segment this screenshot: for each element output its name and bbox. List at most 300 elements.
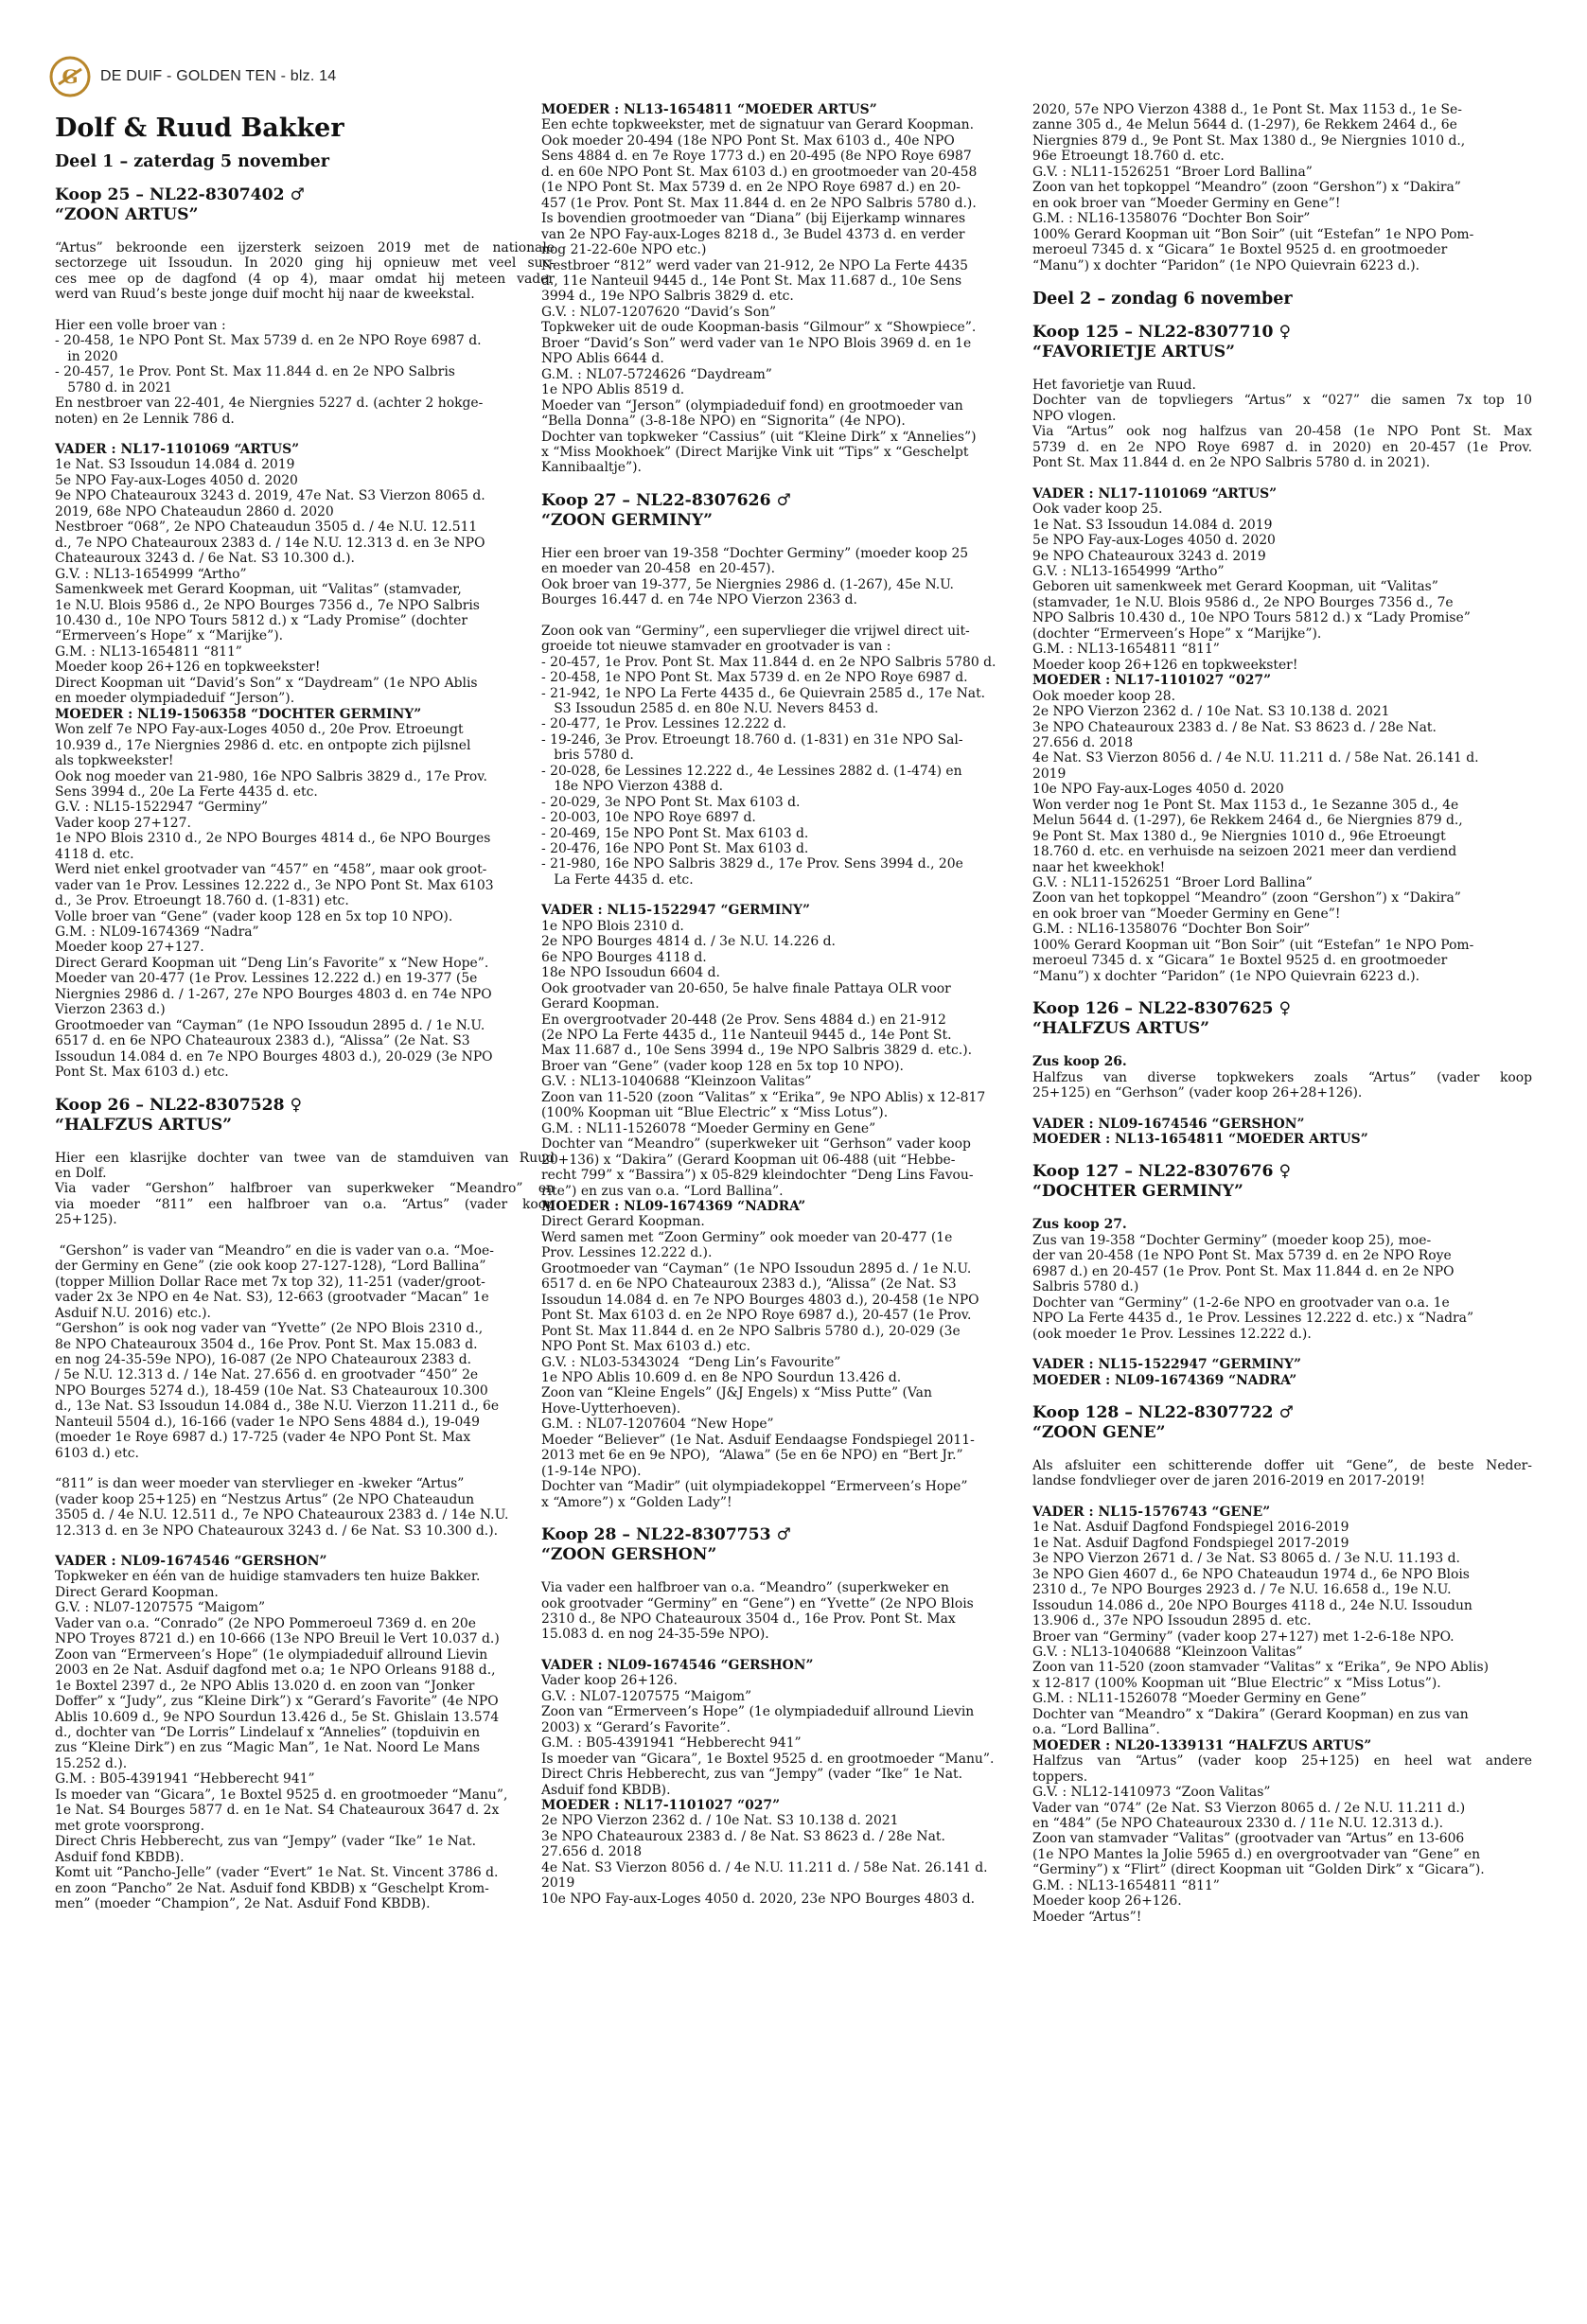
text-line: Moeder van 20-477 (1e Prov. Lessines 12.222 d.) en 19-377 (5e — [55, 971, 478, 987]
text-line: Ablis 10.609 d., 9e NPO Sourdun 13.426 d., 5e St. Ghislain 13.574 — [55, 1709, 500, 1725]
text-line: 9e NPO Chateauroux 3243 d. 2019 — [1032, 548, 1266, 564]
text-line: (1e NPO Pont St. Max 5739 d. en 2e NPO Roye 6987 d.) en 20- — [541, 180, 961, 196]
text-line: - 20-469, 15e NPO Pont St. Max 6103 d. — [541, 825, 809, 841]
text-line: Hier een klasrijke dochter van twee van de stamduiven van Ruud — [55, 1150, 555, 1166]
text-line: Melun 5644 d. (1-297), 6e Rekkem 2464 d., 6e Niergnies 879 d., — [1032, 813, 1463, 829]
text-line: vader 2x 3e NPO en 4e Nat. S3), 12-663 (grootvader “Macan” 1e — [55, 1290, 489, 1306]
text-line: werd van Ruud’s beste jonge duif mocht hij naar de kweekstal. — [55, 287, 475, 303]
text-line: Sens 4884 d. en 7e Roye 1773 d.) en 20-495 (8e NPO Roye 6987 — [541, 149, 972, 165]
text-line: d. en 60e NPO Pont St. Max 6103 d.) en grootmoeder van 20-458 — [541, 164, 978, 180]
text-line: nog 21-22-60e NPO etc.) — [541, 242, 707, 258]
text-line: “Bella Donna” (3-8-18e NPO) en “Signorita” (4e NPO). — [541, 414, 906, 430]
text-line: 20+136) x “Dakira” (Gerard Koopman uit 06-488 (uit “Hebbe- — [541, 1152, 956, 1168]
pedigree-heading: VADER : NL15-1576743 “GENE” — [1032, 1504, 1271, 1520]
text-line: (vader koop 25+125) en “Nestzus Artus” (2e NPO Chateaudun — [55, 1491, 475, 1507]
text-line: zus “Kleine Dirk”) en zus “Magic Man”, 1e Nat. Noord Le Mans — [55, 1740, 481, 1756]
pedigree-heading: MOEDER : NL17-1101027 “027” — [541, 1797, 781, 1813]
text-line: G.M. : NL16-1358076 “Dochter Bon Soir” — [1032, 211, 1311, 227]
page-header — [49, 55, 336, 98]
spacer — [1032, 471, 1532, 486]
text-line: G.M. : NL09-1674369 “Nadra” — [55, 924, 259, 941]
text-line: 10e NPO Fay-aux-Loges 4050 d. 2020 — [1032, 782, 1284, 798]
text-line: 5739 d. en 2e NPO Roye 6987 d. in 2020) en 20-457 (1e Prov. — [1032, 439, 1532, 455]
text-line: 13.906 d., 37e NPO Issoudun 2895 d. etc. — [1032, 1613, 1312, 1629]
text-line: 100% Gerard Koopman uit “Bon Soir” (uit “Estefan” 1e NPO Pom- — [1032, 226, 1474, 242]
text-line: 2020, 57e NPO Vierzon 4388 d., 1e Pont St. Max 1153 d., 1e Se- — [1032, 102, 1462, 117]
text-line: 4e Nat. S3 Vierzon 8056 d. / 4e N.U. 11.211 d. / 58e Nat. 26.141 d. — [1032, 750, 1479, 766]
text-line: Bourges 16.447 d. en 74e NPO Vierzon 2363 d. — [541, 592, 857, 608]
text-line: 2e NPO Bourges 4814 d. / 3e N.U. 14.226 d. — [541, 934, 836, 950]
text-line: groeide tot nieuwe stamvader en grootvader is van : — [541, 639, 891, 655]
text-line: 2019 — [1032, 766, 1067, 782]
text-line: ook grootvader “Germiny” en “Gene”) en “Yvette” (2e NPO Blois — [541, 1595, 974, 1611]
text-line: (100% Koopman uit “Blue Electric” x “Miss Lotus”). — [541, 1105, 889, 1121]
text-line: G.M. : B05-4391941 “Hebberecht 941” — [541, 1735, 802, 1752]
text-line: Salbris 5780 d.) — [1032, 1279, 1139, 1295]
text-line: Als afsluiter een schitterende doffer uit “Gene”, de beste Neder- — [1032, 1458, 1532, 1473]
spacer — [55, 1136, 555, 1151]
text-line: G.V. : NL11-1526251 “Broer Lord Ballina” — [1032, 875, 1313, 891]
text-line: 6e NPO Bourges 4118 d. — [541, 949, 707, 965]
text-line: G.V. : NL07-1207575 “Maigom” — [541, 1688, 752, 1704]
text-line: G.V. : NL07-1207620 “David’s Son” — [541, 304, 777, 320]
text-line: Hier een broer van 19-358 “Dochter Germiny” (moeder koop 25 — [541, 545, 969, 561]
text-line: en Dolf. — [55, 1166, 107, 1182]
text-line: Geboren uit samenkweek met Gerard Koopman, uit “Valitas” — [1032, 579, 1438, 595]
text-line: G.V. : NL13-1040688 “Kleinzoon Valitas” — [541, 1074, 812, 1090]
lot-heading: “ZOON ARTUS” — [55, 205, 199, 224]
text-line: G.V. : NL07-1207575 “Maigom” — [55, 1600, 266, 1616]
text-line: 10.939 d., 17e Niergnies 2986 d. etc. en ontpopte zich pijlsnel — [55, 737, 471, 753]
text-line: x “Amore”) x “Golden Lady”! — [541, 1494, 732, 1510]
text-line: Issoudun 14.084 d. en 7e NPO Bourges 4803 d.), 20-458 (1e NPO — [541, 1292, 979, 1308]
text-line: 1e NPO Ablis 10.609 d. en 8e NPO Sourdun 13.426 d. — [541, 1369, 902, 1385]
text-line: Topkweker uit de oude Koopman-basis “Gilmour” x “Showpiece”. — [541, 320, 977, 336]
text-line: G.M. : NL13-1654811 “811” — [1032, 642, 1220, 658]
pedigree-heading: VADER : NL09-1674546 “GERSHON” — [541, 1657, 814, 1673]
text-line: - 20-003, 10e NPO Roye 6897 d. — [541, 810, 756, 826]
text-line: 2003) x “Gerard’s Favorite”. — [541, 1719, 731, 1735]
text-line: Moeder koop 27+127. — [55, 940, 204, 956]
text-line: der van 20-458 (1e NPO Pont St. Max 5739 d. en 2e NPO Roye — [1032, 1248, 1452, 1264]
text-line: Zoon van het topkoppel “Meandro” (zoon “Gershon”) x “Dakira” — [1032, 180, 1461, 196]
text-line: 457 (1e Prov. Pont St. Max 11.844 d. en 2e NPO Salbris 5780 d.). — [541, 195, 977, 211]
text-line: 6987 d.) en 20-457 (1e Prov. Pont St. Max 11.844 d. en 2e NPO — [1032, 1263, 1455, 1279]
text-line: Doffer” x “Judy”, zus “Kleine Dirk”) x “Gerard’s Favorite” (4e NPO — [55, 1694, 499, 1710]
svg-text:G: G — [62, 65, 79, 88]
text-line: 15.252 d.). — [55, 1755, 128, 1771]
pedigree-heading: MOEDER : NL09-1674369 “NADRA” — [1032, 1372, 1297, 1388]
text-line: “811” is dan weer moeder van stervlieger en -kweker “Artus” — [55, 1476, 465, 1492]
text-line: “Germiny”) x “Flirt” (direct Koopman uit “Golden Dirk” x “Gicara”). — [1032, 1862, 1485, 1878]
text-line: Asduif N.U. 2016) etc.). — [55, 1305, 211, 1321]
spacer — [55, 1539, 555, 1554]
text-line: (1e NPO Mantes la Jolie 5965 d.) en overgrootvader van “Gene” en — [1032, 1846, 1481, 1862]
lot-heading: “ZOON GERSHON” — [541, 1545, 717, 1565]
text-line: NPO Ablis 6644 d. — [541, 351, 664, 367]
text-line: 25+125) en “Gerhson” (vader koop 26+28+126). — [1032, 1085, 1363, 1101]
text-line: - 20-458, 1e NPO Pont St. Max 5739 d. en 2e NPO Roye 6987 d. — [55, 333, 482, 349]
text-line: x 12-817 (100% Koopman uit “Blue Electric” x “Miss Lotus”). — [1032, 1675, 1441, 1691]
text-line: 6103 d.) etc. — [55, 1445, 139, 1461]
spacer — [541, 1643, 1041, 1658]
text-line: zanne 305 d., 4e Melun 5644 d. (1-297), 6e Rekkem 2464 d., 6e — [1032, 117, 1457, 133]
text-line: van 2e NPO Fay-aux-Loges 8218 d., 3e Budel 4373 d. en verder — [541, 226, 965, 242]
text-line: Komt uit “Pancho-Jelle” (vader “Evert” 1e Nat. St. Vincent 3786 d. — [55, 1865, 499, 1881]
text-line: Via vader “Gershon” halfbroer van superkweker “Meandro” en — [55, 1181, 555, 1197]
text-line: G.V. : NL11-1526251 “Broer Lord Ballina” — [1032, 164, 1313, 180]
text-line: Nanteuil 5504 d.), 16-166 (vader 1e NPO Sens 4884 d.), 19-049 — [55, 1414, 480, 1430]
text-line: Zoon van “Ermerveen’s Hope” (1e olympiadeduif allround Lievin — [541, 1704, 975, 1720]
text-line: als topkweekster! — [55, 753, 174, 769]
text-line: 27.656 d. 2018 — [541, 1844, 643, 1860]
text-line: Ook vader koop 25. — [1032, 502, 1163, 518]
text-line: G.V. : NL13-1654999 “Artho” — [55, 566, 247, 582]
text-line: Ook grootvader van 20-650, 5e halve finale Pattaya OLR voor — [541, 980, 951, 996]
text-line: Hove-Uytterhoeven). — [541, 1400, 681, 1417]
lot-heading: Koop 26 – NL22-8307528 ♀ — [55, 1095, 303, 1115]
pedigree-heading: VADER : NL17-1101069 “ARTUS” — [55, 441, 300, 457]
text-line: G.V. : NL15-1522947 “Germiny” — [55, 800, 269, 816]
text-line: Zus van 19-358 “Dochter Germiny” (moeder koop 25), moe- — [1032, 1232, 1432, 1248]
text-line: Ook moeder 20-494 (18e NPO Pont St. Max 6103 d., 40e NPO — [541, 132, 955, 149]
text-line: Direct Gerard Koopman. — [541, 1214, 705, 1230]
text-line: 2013 met 6e en 9e NPO), “Alawa” (5e en 6e NPO) en “Bert Jr.” — [541, 1448, 963, 1464]
text-line: Nestbroer “068”, 2e NPO Chateaudun 3505 d. / 4e N.U. 12.511 — [55, 519, 478, 536]
text-line: Direct Koopman uit “David’s Son” x “Daydream” (1e NPO Ablis — [55, 675, 478, 691]
text-line: 5780 d. in 2021 — [55, 379, 172, 396]
spacer — [1032, 1443, 1532, 1458]
text-line: Kannibaaltje”). — [541, 460, 642, 476]
text-line: Werd niet enkel grootvader van “457” en “458”, maar ook groot- — [55, 862, 487, 878]
text-line: - 20-458, 1e NPO Pont St. Max 5739 d. en 2e NPO Roye 6987 d. — [541, 670, 968, 686]
spacer — [1032, 1039, 1532, 1054]
text-line: G.V. : NL13-1040688 “Kleinzoon Valitas” — [1032, 1644, 1303, 1660]
spacer — [55, 303, 555, 318]
text-line: 18.760 d. etc. en verhuisde na seizoen 2021 meer dan verdiend — [1032, 844, 1457, 860]
text-line: d., dochter van “De Lorris” Lindelauf x “Annelies” (topduivin en — [55, 1724, 481, 1740]
pedigree-heading: MOEDER : NL13-1654811 “MOEDER ARTUS” — [541, 102, 877, 117]
text-line: Asduif fond KBDB). — [55, 1849, 185, 1865]
text-line: Moeder koop 26+126. — [1032, 1893, 1182, 1910]
lot-heading: “ZOON GERMINY” — [541, 510, 714, 530]
text-line: met grote voorsprong. — [55, 1818, 204, 1834]
text-line: “Ermerveen’s Hope” x “Marijke”). — [55, 628, 284, 644]
pedigree-heading: MOEDER : NL13-1654811 “MOEDER ARTUS” — [1032, 1132, 1368, 1148]
lot-heading: “DOCHTER GERMINY” — [1032, 1182, 1243, 1202]
text-line: (2e NPO La Ferte 4435 d., 11e Nanteuil 9445 d., 14e Pont St. — [541, 1028, 952, 1044]
text-line: NPO Pont St. Max 6103 d.) etc. — [541, 1339, 750, 1355]
spacer — [1032, 1147, 1532, 1162]
text-line: Asduif fond KBDB). — [541, 1782, 671, 1798]
text-line: landse fondvlieger over de jaren 2016-2019 en 2017-2019! — [1032, 1473, 1425, 1489]
pedigree-heading: MOEDER : NL20-1339131 “HALFZUS ARTUS” — [1032, 1737, 1372, 1753]
text-line: Direct Gerard Koopman uit “Deng Lin’s Favorite” x “New Hope”. — [55, 955, 489, 971]
text-line: NPO vlogen. — [1032, 408, 1117, 424]
text-line: Dochter van “Meandro” (superkweker uit “Gerhson” vader koop — [541, 1136, 971, 1153]
lot-heading: Koop 126 – NL22-8307625 ♀ — [1032, 999, 1292, 1019]
text-line: Werd samen met “Zoon Germiny” ook moeder van 20-477 (1e — [541, 1229, 953, 1245]
text-line: 15.083 d. en nog 24-35-59e NPO). — [541, 1627, 769, 1643]
text-line: rite”) en zus van o.a. “Lord Ballina”. — [541, 1183, 784, 1199]
text-line: G.M. : NL13-1654811 “811” — [55, 643, 242, 660]
text-line: Ook nog moeder van 21-980, 16e NPO Salbris 3829 d., 17e Prov. — [55, 768, 487, 784]
text-line: - 20-457, 1e Prov. Pont St. Max 11.844 d. en 2e NPO Salbris 5780 d. — [541, 654, 996, 670]
text-line: 2019 — [541, 1875, 575, 1892]
text-line: Niergnies 2986 d. / 1-267, 27e NPO Bourges 4803 d. en 74e NPO — [55, 986, 492, 1002]
text-line: 96e Etroeungt 18.760 d. etc. — [1032, 149, 1225, 165]
text-line: La Ferte 4435 d. etc. — [541, 872, 694, 888]
text-line: Niergnies 879 d., 9e Pont St. Max 1380 d., 9e Niergnies 1010 d., — [1032, 132, 1466, 149]
text-line: “Gershon” is vader van “Meandro” en die is vader van o.a. “Moe- — [55, 1242, 494, 1259]
spacer — [541, 1510, 1041, 1525]
spacer — [541, 1565, 1041, 1580]
text-line: meroeul 7345 d. x “Gicara” 1e Boxtel 9525 d. en grootmoeder — [1032, 953, 1448, 969]
text-line: NPO Salbris 10.430 d., 10e NPO Tours 5812 d.) x “Lady Promise” — [1032, 610, 1471, 626]
text-line: “Gershon” is ook nog vader van “Yvette” (2e NPO Blois 2310 d., — [55, 1321, 484, 1337]
text-line: “Manu”) x dochter “Paridon” (1e NPO Quievrain 6223 d.). — [1032, 257, 1420, 273]
text-line: Moeder koop 26+126 en topkweekster! — [1032, 657, 1298, 673]
text-line: - 20-457, 1e Prov. Pont St. Max 11.844 d. en 2e NPO Salbris — [55, 364, 455, 380]
text-line: / 5e N.U. 12.313 d. / 14e Nat. 27.656 d. en grootvader “450” 2e — [55, 1367, 479, 1383]
text-line: Moeder koop 26+126 en topkweekster! — [55, 660, 321, 676]
spacer — [55, 1461, 555, 1476]
text-line: (moeder 1e Roye 6987 d.) 17-725 (vader 4e NPO Pont St. Max — [55, 1430, 471, 1446]
spacer — [1032, 362, 1532, 378]
lot-heading: Koop 127 – NL22-8307676 ♀ — [1032, 1162, 1292, 1182]
text-line: 27.656 d. 2018 — [1032, 734, 1134, 750]
text-line: en moeder olympiadeduif “Jerson”). — [55, 691, 295, 707]
text-line: - 20-028, 6e Lessines 12.222 d., 4e Lessines 2882 d. (1-474) en — [541, 763, 962, 779]
text-line: Via vader een halfbroer van o.a. “Meandro” (superkweker en — [541, 1580, 949, 1596]
text-line: Dochter van “Meandro” x “Dakira” (Gerard Koopman) en zus van — [1032, 1706, 1469, 1722]
text-line: Dochter van “Madir” (uit olympiadekoppel “Ermerveen’s Hope” — [541, 1479, 968, 1495]
pedigree-heading: VADER : NL09-1674546 “GERSHON” — [1032, 1116, 1305, 1132]
text-line: G.M. : NL07-5724626 “Daydream” — [541, 366, 772, 382]
pedigree-heading: MOEDER : NL17-1101027 “027” — [1032, 673, 1272, 689]
text-line: Vader koop 26+126. — [541, 1673, 678, 1689]
text-line: en ook broer van “Moeder Germiny en Gene”! — [1032, 195, 1341, 211]
lot-heading: “FAVORIETJE ARTUS” — [1032, 342, 1235, 361]
page-title: Dolf & Ruud Bakker — [55, 114, 344, 143]
text-line: “Manu”) x dochter “Paridon” (1e NPO Quievrain 6223 d.). — [1032, 968, 1420, 984]
text-line: 1e Nat. S3 Issoudun 14.084 d. 2019 — [55, 457, 295, 473]
section-heading: Deel 1 – zaterdag 5 november — [55, 152, 329, 171]
text-line: 3994 d., 19e NPO Salbris 3829 d. etc. — [541, 289, 794, 305]
text-line: 1e Boxtel 2397 d., 2e NPO Ablis 13.020 d. en zoon van “Jonker — [55, 1678, 475, 1694]
spacer — [1032, 1489, 1532, 1505]
spacer — [55, 225, 555, 240]
text-line: NPO Troyes 8721 d.) en 10-666 (13e NPO Breuil le Vert 10.037 d.) — [55, 1631, 500, 1647]
text-line: G.M. : NL13-1654811 “811” — [1032, 1877, 1220, 1893]
text-line: 1e NPO Blois 2310 d., 2e NPO Bourges 4814 d., 6e NPO Bourges — [55, 831, 491, 847]
spacer — [541, 476, 1041, 491]
text-line: Samenkweek met Gerard Koopman, uit “Valitas” (stamvader, — [55, 582, 462, 598]
text-line: - 20-029, 3e NPO Pont St. Max 6103 d. — [541, 794, 801, 810]
text-line: Zoon van “Kleine Engels” (J&J Engels) x “Miss Putte” (Van — [541, 1385, 932, 1401]
pedigree-heading: VADER : NL15-1522947 “GERMINY” — [541, 903, 810, 919]
text-line: 6517 d. en 6e NPO Chateauroux 2383 d.), “Alissa” (2e Nat. S3 — [55, 1033, 470, 1049]
text-line: meroeul 7345 d. x “Gicara” 1e Boxtel 9525 d. en grootmoeder — [1032, 242, 1448, 258]
pedigree-heading: VADER : NL17-1101069 “ARTUS” — [1032, 485, 1278, 502]
text-line: 1e Nat. Asduif Dagfond Fondspiegel 2016-2019 — [1032, 1520, 1349, 1536]
text-line: Topkweker en één van de huidige stamvaders ten huize Bakker. — [55, 1569, 481, 1585]
text-line: Vader koop 27+127. — [55, 815, 191, 831]
text-line: x “Miss Mookhoek” (Direct Marijke Vink uit “Tips” x “Geschelpt — [541, 444, 969, 460]
text-line: 3e NPO Chateauroux 2383 d. / 8e Nat. S3 8623 d. / 28e Nat. — [1032, 719, 1437, 735]
text-line: men” (moeder “Champion”, 2e Nat. Asduif Fond KBDB). — [55, 1895, 431, 1911]
text-line: 3e NPO Vierzon 2671 d. / 3e Nat. S3 8065 d. / 3e N.U. 11.193 d. — [1032, 1551, 1460, 1567]
text-line: Vierzon 2363 d.) — [55, 1002, 166, 1018]
text-line: Won zelf 7e NPO Fay-aux-Loges 4050 d., 20e Prov. Etroeungt — [55, 722, 464, 738]
text-line: bris 5780 d. — [541, 748, 634, 764]
text-line: 4118 d. etc. — [55, 846, 134, 862]
text-line: Vader van “074” (2e Nat. S3 Vierzon 8065 d. / 2e N.U. 11.211 d.) — [1032, 1800, 1466, 1816]
text-line: via moeder “811” een halfbroer van o.a. “Artus” (vader koop — [55, 1196, 555, 1212]
text-line: 2310 d., 8e NPO Chateauroux 3504 d., 16e Prov. Pont St. Max — [541, 1611, 956, 1627]
column-3 — [1032, 102, 1532, 1925]
text-line: 4e Nat. S3 Vierzon 8056 d. / 4e N.U. 11.211 d. / 58e Nat. 26.141 d. — [541, 1859, 988, 1875]
text-line: Is moeder van “Gicara”, 1e Boxtel 9525 d. en grootmoeder “Manu”. — [541, 1751, 995, 1767]
text-line: S3 Issoudun 2585 d. en 80e N.U. Nevers 8453 d. — [541, 700, 879, 716]
lot-heading: Koop 128 – NL22-8307722 ♂ — [1032, 1403, 1294, 1422]
text-line: 5e NPO Fay-aux-Loges 4050 d. 2020 — [55, 472, 298, 488]
text-line: 6517 d. en 6e NPO Chateauroux 2383 d.), “Alissa” (2e Nat. S3 — [541, 1276, 957, 1293]
text-line: Zoon van “Ermerveen’s Hope” (1e olympiadeduif allround Lievin — [55, 1646, 488, 1663]
text-line: 3505 d. / 4e N.U. 12.511 d., 7e NPO Chateauroux 2383 d. / 14e N.U. — [55, 1507, 509, 1523]
text-line: G.V. : NL03-5343024 “Deng Lin’s Favourite” — [541, 1354, 841, 1370]
spacer — [541, 531, 1041, 546]
text-line: Issoudun 14.086 d., 20e NPO Bourges 4118 d., 24e N.U. Issoudun — [1032, 1597, 1472, 1613]
text-line: G.M. : B05-4391941 “Hebberecht 941” — [55, 1771, 315, 1787]
text-line: G.M. : NL07-1207604 “New Hope” — [541, 1417, 774, 1433]
text-line: Dochter van “Germiny” (1-2-6e NPO en grootvader van o.a. 1e — [1032, 1294, 1450, 1311]
text-line: Direct Gerard Koopman. — [55, 1584, 219, 1600]
text-line: Via “Artus” ook nog halfzus van 20-458 (1e NPO Pont St. Max — [1032, 424, 1532, 440]
text-line: (stamvader, 1e N.U. Blois 9586 d., 2e NPO Bourges 7356 d., 7e — [1032, 594, 1454, 610]
text-line: Een echte topkweekster, met de signatuur van Gerard Koopman. — [541, 117, 975, 133]
text-line: (dochter “Ermerveen’s Hope” x “Marijke”). — [1032, 625, 1322, 642]
pedigree-heading: Zus koop 27. — [1032, 1217, 1127, 1233]
text-line: 2019, 68e NPO Chateaudun 2860 d. 2020 — [55, 503, 334, 519]
spacer — [541, 608, 1041, 624]
text-line: 1e Nat. S3 Issoudun 14.084 d. 2019 — [1032, 517, 1273, 533]
text-line: vader van 1e Prov. Lessines 12.222 d., 3e NPO Pont St. Max 6103 — [55, 877, 494, 893]
text-line: d., 13e Nat. S3 Issoudun 14.084 d., 38e N.U. Vierzon 11.211 d., 6e — [55, 1399, 500, 1415]
text-line: 1e N.U. Blois 9586 d., 2e NPO Bourges 7356 d., 7e NPO Salbris — [55, 597, 480, 613]
text-line: 8e NPO Chateauroux 3504 d., 16e Prov. Pont St. Max 15.083 d. — [55, 1336, 478, 1352]
spacer — [1032, 1202, 1532, 1217]
text-line: Ook broer van 19-377, 5e Niergnies 2986 d. (1-267), 45e N.U. — [541, 576, 954, 592]
text-line: Dochter van de topvliegers “Artus” x “027” die samen 7x top 10 — [1032, 393, 1532, 409]
text-line: ces mee op de dagfond (4 op 4), maar omdat hij meteen vader — [55, 271, 555, 287]
pedigree-heading: MOEDER : NL09-1674369 “NADRA” — [541, 1199, 806, 1214]
column-1 — [55, 114, 555, 1911]
text-line: Is moeder van “Gicara”, 1e Boxtel 9525 d. en grootmoeder “Manu”, — [55, 1787, 508, 1803]
text-line: 2310 d., 7e NPO Bourges 2923 d. / 7e N.U. 16.658 d., 19e N.U. — [1032, 1582, 1452, 1598]
text-line: recht 799” x “Bassira”) x 05-829 kleindochter “Deng Lins Favou- — [541, 1168, 974, 1184]
text-line: G.M. : NL16-1358076 “Dochter Bon Soir” — [1032, 922, 1311, 938]
text-line: - 20-477, 1e Prov. Lessines 12.222 d. — [541, 716, 786, 732]
text-line: En overgrootvader 20-448 (2e Prov. Sens 4884 d.) en 21-912 — [541, 1012, 946, 1028]
text-line: Moeder “Artus”! — [1032, 1909, 1142, 1925]
text-line: 10e NPO Fay-aux-Loges 4050 d. 2020, 23e NPO Bourges 4803 d. — [541, 1891, 976, 1907]
text-line: - 20-476, 16e NPO Pont St. Max 6103 d. — [541, 841, 809, 857]
text-line: Vader van o.a. “Conrado” (2e NPO Pommeroeul 7369 d. en 20e — [55, 1615, 476, 1631]
text-line: Grootmoeder van “Cayman” (1e NPO Issoudun 2895 d. / 1e N.U. — [55, 1017, 485, 1033]
text-line: naar het kweekhok! — [1032, 859, 1166, 875]
text-line: o.a. “Lord Ballina”. — [1032, 1722, 1160, 1738]
text-line: Sens 3994 d., 20e La Ferte 4435 d. etc. — [55, 783, 318, 800]
spacer — [1032, 1342, 1532, 1357]
text-line: 10.430 d., 10e NPO Tours 5812 d.) x “Lady Promise” (dochter — [55, 612, 468, 628]
text-line: 18e NPO Issoudun 6604 d. — [541, 965, 720, 981]
text-line: en zoon “Pancho” 2e Nat. Asduif fond KBDB) x “Geschelpt Krom- — [55, 1880, 489, 1896]
text-line: G.V. : NL13-1654999 “Artho” — [1032, 563, 1225, 579]
text-line: 2003 en 2e Nat. Asduif dagfond met o.a; 1e NPO Orleans 9188 d., — [55, 1663, 496, 1679]
spacer — [1032, 1101, 1532, 1117]
text-line: (1-9-14e NPO). — [541, 1463, 642, 1479]
text-line: d., 11e Nanteuil 9445 d., 14e Pont St. Max 11.687 d., 10e Sens — [541, 273, 962, 289]
text-line: Gerard Koopman. — [541, 996, 660, 1012]
text-line: Pont St. Max 6103 d. en 2e NPO Roye 6987 d.), 20-457 (1e Prov. — [541, 1308, 972, 1324]
text-line: en ook broer van “Moeder Germiny en Gene”! — [1032, 906, 1341, 922]
text-line: Volle broer van “Gene” (vader koop 128 en 5x top 10 NPO). — [55, 908, 453, 924]
text-line: 1e Nat. Asduif Dagfond Fondspiegel 2017-2019 — [1032, 1535, 1349, 1551]
text-line: Broer “David’s Son” werd vader van 1e NPO Blois 3969 d. en 1e — [541, 335, 972, 351]
golden-ten-logo-icon — [49, 56, 91, 97]
lot-heading: “HALFZUS ARTUS” — [1032, 1019, 1210, 1039]
text-line: noten) en 2e Lennik 786 d. — [55, 411, 235, 427]
text-line: Grootmoeder van “Cayman” (1e NPO Issoudun 2895 d. / 1e N.U. — [541, 1260, 972, 1276]
pedigree-heading: MOEDER : NL19-1506358 “DOCHTER GERMINY” — [55, 706, 422, 722]
lot-heading: Koop 28 – NL22-8307753 ♂ — [541, 1525, 791, 1545]
text-line: Halfzus van “Artus” (vader koop 25+125) en heel wat andere — [1032, 1753, 1532, 1769]
spacer — [1032, 273, 1532, 289]
text-line: 3e NPO Gien 4607 d., 6e NPO Chateaudun 1974 d., 6e NPO Blois — [1032, 1566, 1470, 1582]
text-line: - 19-246, 3e Prov. Etroeungt 18.760 d. (1-831) en 31e NPO Sal- — [541, 731, 963, 748]
text-line: - 21-980, 16e NPO Salbris 3829 d., 17e Prov. Sens 3994 d., 20e — [541, 856, 963, 872]
text-line: 2e NPO Vierzon 2362 d. / 10e Nat. S3 10.138 d. 2021 — [1032, 704, 1390, 720]
text-line: Direct Chris Hebberecht, zus van “Jempy” (vader “Ike” 1e Nat. — [541, 1767, 963, 1783]
text-line: der Germiny en Gene” (zie ook koop 27-127-128), “Lord Ballina” — [55, 1259, 486, 1275]
text-line: Zoon ook van “Germiny”, een supervlieger die vrijwel direct uit- — [541, 623, 970, 639]
lot-heading: “HALFZUS ARTUS” — [55, 1115, 233, 1135]
text-line: Hier een volle broer van : — [55, 317, 226, 333]
text-line: - 21-942, 1e NPO La Ferte 4435 d., 6e Quievrain 2585 d., 17e Nat. — [541, 685, 986, 701]
text-line: toppers. — [1032, 1769, 1088, 1785]
text-line: (ook moeder 1e Prov. Lessines 12.222 d.). — [1032, 1326, 1312, 1342]
spacer — [55, 1081, 555, 1096]
text-line: Moeder van “Jerson” (olympiadeduif fond) en grootmoeder van — [541, 397, 963, 414]
pedigree-heading: VADER : NL15-1522947 “GERMINY” — [1032, 1357, 1301, 1373]
text-line: sectorzege uit Issoudun. In 2020 ging hij opnieuw met veel suc- — [55, 255, 555, 272]
text-line: Prov. Lessines 12.222 d.). — [541, 1245, 713, 1261]
spacer — [55, 427, 555, 442]
text-line: Won verder nog 1e Pont St. Max 1153 d., 1e Sezanne 305 d., 4e — [1032, 797, 1459, 813]
text-line: En nestbroer van 22-401, 4e Niergnies 5227 d. (achter 2 hokge- — [55, 396, 484, 412]
text-line: 9e Pont St. Max 1380 d., 9e Niergnies 1010 d., 96e Etroeungt — [1032, 828, 1446, 844]
text-line: Direct Chris Hebberecht, zus van “Jempy” (vader “Ike” 1e Nat. — [55, 1834, 477, 1850]
text-line: Pont St. Max 11.844 d. en 2e NPO Salbris 5780 d. in 2021). — [1032, 455, 1431, 471]
spacer — [1032, 1388, 1532, 1403]
text-line: 9e NPO Chateauroux 3243 d. 2019, 47e Nat. S3 Vierzon 8065 d. — [55, 488, 485, 504]
text-line: 18e NPO Vierzon 4388 d. — [541, 779, 724, 795]
text-line: Zoon van 11-520 (zoon stamvader “Valitas” x “Erika”, 9e NPO Ablis) — [1032, 1660, 1490, 1676]
text-line: NPO Bourges 5274 d.), 18-459 (10e Nat. S3 Chateauroux 10.300 — [55, 1382, 488, 1399]
text-line: Pont St. Max 6103 d.) etc. — [55, 1065, 229, 1081]
text-line: 1e NPO Blois 2310 d. — [541, 918, 684, 934]
